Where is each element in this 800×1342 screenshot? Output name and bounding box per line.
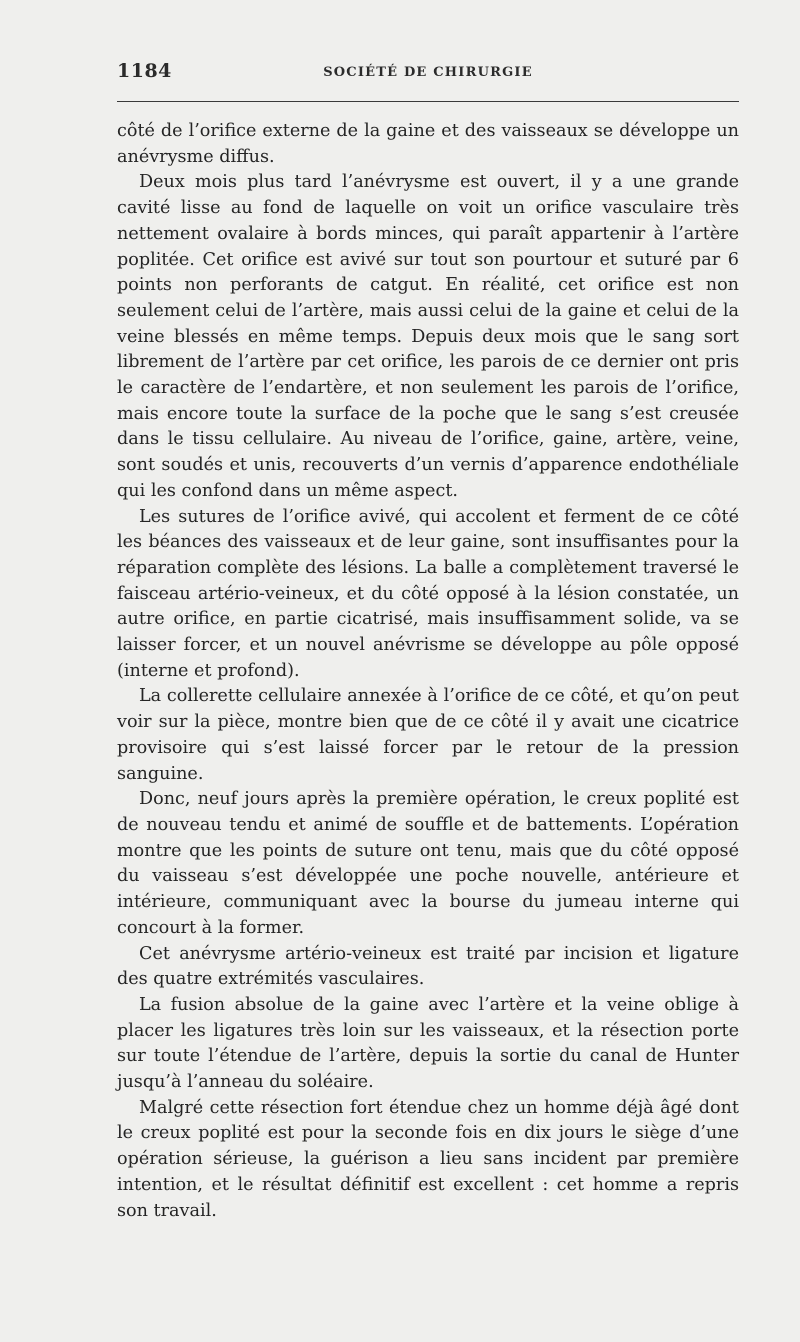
paragraph: Deux mois plus tard l’anévrysme est ouvert, il y a une grande cavité lisse au fond de laquelle on voit un orifice vasculaire très nettement ovalaire à bords minces, qui paraît appartenir à l’artère poplitée. Cet orifice est avivé sur tout son pourtour et suturé par 6 points non perforants de catgut. En réalité, cet orifice est non seulement celui de l’artère, mais aussi celui de la gaine et celui de la veine blessés en même temps. Depuis deux mois que le sang sort librement de l’artère par cet orifice, les parois de ce dernier ont pris le caractère de l’endartère, et non seulement les parois de l’orifice, mais encore toute la surface de la poche que le sang s’est creusée dans le tissu cellulaire. Au niveau de l’orifice, gaine, artère, veine, sont soudés et unis, recouverts d’un vernis d’apparence endothéliale qui les confond dans un même aspect. <box>117 172 739 501</box>
paragraph: La fusion absolue de la gaine avec l’artère et la veine oblige à placer les ligatures très loin sur les vaisseaux, et la résection porte sur toute l’étendue de l’artère, depuis la sortie du canal de Hunter jusqu’à l’anneau du soléaire. <box>117 994 739 1093</box>
body-text <box>117 119 739 1224</box>
paragraph: La collerette cellulaire annexée à l’orifice de ce côté, et qu’on peut voir sur la pièce, montre bien que de ce côté il y avait une cicatrice provisoire qui s’est laissé forcer par le retour de la pression sanguine. <box>117 686 739 784</box>
paragraph: Les sutures de l’orifice avivé, qui accolent et ferment de ce côté les béances des vaisseaux et de leur gaine, sont insuffisantes pour la réparation complète des lésions. La balle a complètement traversé le faisceau artério-veineux, et du côté opposé à la lésion constatée, un autre orifice, en partie cicatrisé, mais insuffisamment solide, va se laisser forcer, et un nouvel anévrisme se développe au pôle opposé (interne et profond). <box>117 506 739 681</box>
header-rule <box>117 101 739 102</box>
paragraph: Cet anévrysme artério-veineux est traité par incision et ligature des quatre extrémités vasculaires. <box>117 943 739 990</box>
paragraph: Donc, neuf jours après la première opération, le creux poplité est de nouveau tendu et animé de souffle et de battements. L’opération montre que les points de suture ont tenu, mais que du côté opposé du vaisseau s’est développée une poche nouvelle, antérieure et intérieure, communiquant avec la bourse du jumeau interne qui concourt à la former. <box>117 789 739 938</box>
running-head: SOCIÉTÉ DE CHIRURGIE <box>323 65 533 80</box>
page-number: 1184 <box>117 60 172 82</box>
paragraph: Malgré cette résection fort étendue chez un homme déjà âgé dont le creux poplité est pour la seconde fois en dix jours le siège d’une opération sérieuse, la guérison a lieu sans incident par première intention, et le résultat définitif est excellent : cet homme a repris son travail. <box>117 1097 739 1221</box>
page-header <box>117 60 739 88</box>
paragraph: côté de l’orifice externe de la gaine et des vaisseaux se développe un anévrysme diffus. <box>117 121 739 167</box>
